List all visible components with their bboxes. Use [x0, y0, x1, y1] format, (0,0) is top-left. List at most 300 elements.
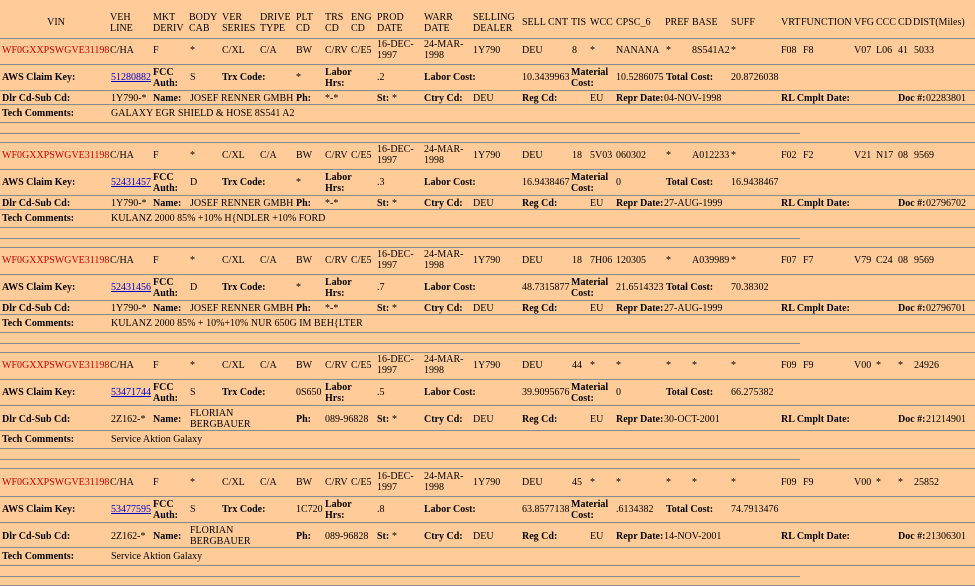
doc-number-value: 02796701	[926, 303, 966, 314]
col-header-function: FUNCTION	[801, 17, 852, 28]
base-value: A039989	[692, 255, 730, 266]
tis-value: 18	[572, 255, 582, 266]
body-cab-value: *	[190, 45, 195, 56]
labor-cost-label: Labor Cost:	[424, 177, 476, 188]
labor-hrs-value: .2	[377, 72, 385, 83]
plt-cd-value: BW	[296, 360, 313, 371]
reg-cd-label: Reg Cd:	[522, 93, 558, 104]
wcc-value: *	[590, 45, 595, 56]
mkt-deriv-value: F	[153, 45, 159, 56]
labor-cost-value: 10.3439963	[522, 72, 570, 83]
record-separator	[0, 238, 800, 239]
prod-date-value: 16-DEC-1997	[377, 144, 414, 166]
pref-value: *	[666, 360, 671, 371]
claim-key-link[interactable]: 52431457	[111, 177, 151, 188]
selling-dealer-value: 1Y790	[473, 150, 501, 161]
cpsc6-value: NANANA	[616, 45, 660, 56]
state-value: *	[392, 303, 397, 314]
row-divider	[0, 90, 975, 91]
drive-type-value: C/A	[260, 477, 277, 488]
tis-value: 44	[572, 360, 582, 371]
repr-date-label: Repr Date:	[616, 198, 664, 209]
phone-label: Ph:	[296, 414, 311, 425]
col-header-selling-dealer: SELLING DEALER	[473, 12, 515, 34]
repr-date-label: Repr Date:	[616, 531, 664, 542]
row-divider	[0, 209, 975, 210]
ccc-value: C24	[876, 255, 893, 266]
col-header-dist: DIST(Miles)	[913, 17, 965, 28]
repr-date-label: Repr Date:	[616, 303, 664, 314]
selling-dealer-value: 1Y790	[473, 255, 501, 266]
ver-series-value: C/XL	[222, 150, 245, 161]
suff-value: *	[731, 150, 736, 161]
ctry-cd-value: DEU	[473, 414, 494, 425]
row-divider	[0, 274, 975, 275]
prod-date-value: 16-DEC-1997	[377, 249, 414, 271]
col-header-trs-cd: TRS CD	[325, 12, 344, 34]
col-header-vin: VIN	[47, 17, 65, 28]
function-value: F2	[803, 150, 814, 161]
vrt-value: F02	[781, 150, 797, 161]
row-divider	[0, 169, 975, 170]
rl-cmplt-date-label: RL Cmplt Date:	[781, 531, 850, 542]
pref-value: *	[666, 255, 671, 266]
doc-number-label: Doc #:	[898, 303, 926, 314]
trs-cd-value: C/RV	[325, 477, 348, 488]
labor-hrs-label: Labor Hrs:	[325, 67, 352, 89]
cpsc6-value: *	[616, 360, 621, 371]
sell-cnt-value: DEU	[522, 477, 543, 488]
cpsc6-value: 060302	[616, 150, 646, 161]
dealer-name-value: FLORIAN BERGBAUER	[190, 525, 251, 547]
repr-date-value: 30-OCT-2001	[664, 414, 720, 425]
reg-cd-label: Reg Cd:	[522, 531, 558, 542]
warr-date-value: 24-MAR-1998	[424, 39, 464, 61]
body-cab-value: *	[190, 150, 195, 161]
dealer-name-value: JOSEF RENNER GMBH	[190, 303, 294, 314]
pref-value: *	[666, 150, 671, 161]
col-header-wcc: WCC	[590, 17, 613, 28]
state-value: *	[392, 414, 397, 425]
trx-code-value: 0S650	[296, 387, 322, 398]
tech-comments-value: KULANZ 2000 85% +10% H{NDLER +10% FORD	[111, 213, 326, 224]
eng-cd-value: C/E5	[351, 45, 372, 56]
trx-code-value: *	[296, 72, 301, 83]
drive-type-value: C/A	[260, 45, 277, 56]
veh-line-value: C/HA	[110, 360, 134, 371]
total-cost-value: 70.38302	[731, 282, 769, 293]
prod-date-value: 16-DEC-1997	[377, 39, 414, 61]
eng-cd-value: C/E5	[351, 255, 372, 266]
warr-date-value: 24-MAR-1998	[424, 471, 464, 493]
fcc-auth-value: S	[190, 387, 196, 398]
state-value: *	[392, 531, 397, 542]
col-header-mkt-deriv: MKT DERIV	[153, 12, 184, 34]
prod-date-value: 16-DEC-1997	[377, 354, 414, 376]
total-cost-label: Total Cost:	[666, 282, 714, 293]
reg-cd-label: Reg Cd:	[522, 303, 558, 314]
total-cost-value: 66.275382	[731, 387, 774, 398]
plt-cd-value: BW	[296, 255, 313, 266]
total-cost-label: Total Cost:	[666, 504, 714, 515]
ctry-cd-label: Ctry Cd:	[424, 414, 463, 425]
repr-date-value: 27-AUG-1999	[664, 303, 723, 314]
total-cost-label: Total Cost:	[666, 72, 714, 83]
tis-value: 8	[572, 45, 577, 56]
tech-comments-value: GALAXY EGR SHIELD & HOSE 8S541 A2	[111, 108, 295, 119]
ctry-cd-value: DEU	[473, 303, 494, 314]
material-cost-value: 10.5286075	[616, 72, 664, 83]
ccc-value: *	[876, 360, 881, 371]
material-cost-label: Material Cost:	[571, 277, 609, 299]
fcc-auth-label: FCC Auth:	[153, 277, 179, 299]
reg-cd-value: EU	[590, 93, 604, 104]
vrt-value: F09	[781, 477, 797, 488]
labor-cost-label: Labor Cost:	[424, 387, 476, 398]
labor-cost-label: Labor Cost:	[424, 504, 476, 515]
claim-key-link[interactable]: 51280882	[111, 72, 151, 83]
material-cost-value: 21.6514323	[616, 282, 664, 293]
aws-claim-key-label: AWS Claim Key:	[2, 504, 76, 515]
reg-cd-value: EU	[590, 531, 604, 542]
sell-cnt-value: DEU	[522, 360, 543, 371]
col-header-eng-cd: ENG CD	[351, 12, 372, 34]
col-header-tis: TIS	[571, 17, 586, 28]
ccc-value: L06	[876, 45, 893, 56]
vfg-value: V79	[854, 255, 872, 266]
dlr-cd-value: 1Y790-*	[111, 198, 147, 209]
repr-date-value: 04-NOV-1998	[664, 93, 722, 104]
state-label: St:	[377, 414, 390, 425]
function-value: F7	[803, 255, 814, 266]
body-cab-value: *	[190, 255, 195, 266]
phone-label: Ph:	[296, 198, 311, 209]
ver-series-value: C/XL	[222, 45, 245, 56]
dist-value: 24926	[914, 360, 939, 371]
reg-cd-label: Reg Cd:	[522, 198, 558, 209]
base-value: *	[692, 360, 697, 371]
wcc-value: 7H06	[590, 255, 613, 266]
base-value: A012233	[692, 150, 730, 161]
phone-value: *-*	[325, 93, 339, 104]
dlr-cd-label: Dlr Cd-Sub Cd:	[2, 198, 71, 209]
state-value: *	[392, 93, 397, 104]
ctry-cd-value: DEU	[473, 93, 494, 104]
dealer-name-label: Name:	[153, 93, 182, 104]
rl-cmplt-date-label: RL Cmplt Date:	[781, 93, 850, 104]
col-header-ccc: CCC	[876, 17, 897, 28]
vin-value: WF0GXXPSWGVE31198	[2, 150, 110, 161]
material-cost-label: Material Cost:	[571, 67, 609, 89]
suff-value: *	[731, 45, 736, 56]
trx-code-label: Trx Code:	[222, 387, 266, 398]
phone-value: *-*	[325, 303, 339, 314]
row-divider	[0, 104, 975, 105]
record-separator	[0, 468, 975, 469]
labor-hrs-label: Labor Hrs:	[325, 499, 352, 521]
body-cab-value: *	[190, 360, 195, 371]
repr-date-value: 27-AUG-1999	[664, 198, 723, 209]
total-cost-label: Total Cost:	[666, 387, 714, 398]
rl-cmplt-date-label: RL Cmplt Date:	[781, 198, 850, 209]
aws-claim-key-label: AWS Claim Key:	[2, 387, 76, 398]
record-separator	[0, 142, 975, 143]
col-header-vrt: VRT	[781, 17, 801, 28]
total-cost-value: 74.7913476	[731, 504, 779, 515]
wcc-value: 5V03	[590, 150, 613, 161]
labor-cost-label: Labor Cost:	[424, 282, 476, 293]
fcc-auth-label: FCC Auth:	[153, 499, 179, 521]
material-cost-label: Material Cost:	[571, 382, 609, 404]
cpsc6-value: *	[616, 477, 621, 488]
doc-number-label: Doc #:	[898, 414, 926, 425]
doc-number-value: 21306301	[926, 531, 966, 542]
suff-value: *	[731, 360, 736, 371]
function-value: F9	[803, 360, 814, 371]
pref-value: *	[666, 477, 671, 488]
row-divider	[0, 430, 975, 431]
total-cost-label: Total Cost:	[666, 177, 714, 188]
cd-value: *	[898, 360, 903, 371]
drive-type-value: C/A	[260, 255, 277, 266]
phone-value: 089-96828	[325, 414, 369, 425]
dealer-name-label: Name:	[153, 531, 182, 542]
rl-cmplt-date-label: RL Cmplt Date:	[781, 303, 850, 314]
col-header-pref: PREF	[665, 17, 689, 28]
mkt-deriv-value: F	[153, 477, 159, 488]
row-divider	[0, 547, 975, 548]
record-separator	[0, 343, 800, 344]
trs-cd-value: C/RV	[325, 45, 348, 56]
doc-number-value: 02283801	[926, 93, 966, 104]
aws-claim-key-label: AWS Claim Key:	[2, 72, 76, 83]
cd-value: 08	[898, 150, 908, 161]
tech-comments-value: Service Aktion Galaxy	[111, 551, 203, 562]
col-header-body-cab: BODY CAB	[189, 12, 217, 34]
cpsc6-value: 120305	[616, 255, 646, 266]
reg-cd-value: EU	[590, 303, 604, 314]
tech-comments-label: Tech Comments:	[2, 213, 75, 224]
labor-hrs-label: Labor Hrs:	[325, 172, 352, 194]
tech-comments-label: Tech Comments:	[2, 434, 75, 445]
repr-date-label: Repr Date:	[616, 414, 664, 425]
tech-comments-value: KULANZ 2000 85% + 10%+10% NUR 650G IM BEH{LTER	[111, 318, 363, 329]
labor-cost-label: Labor Cost:	[424, 72, 476, 83]
tech-comments-label: Tech Comments:	[2, 551, 75, 562]
base-value: *	[692, 477, 697, 488]
dlr-cd-label: Dlr Cd-Sub Cd:	[2, 531, 71, 542]
ctry-cd-label: Ctry Cd:	[424, 531, 463, 542]
dealer-name-label: Name:	[153, 198, 182, 209]
record-separator	[0, 247, 975, 248]
row-divider	[0, 332, 975, 333]
sell-cnt-value: DEU	[522, 150, 543, 161]
sell-cnt-value: DEU	[522, 255, 543, 266]
pref-value: *	[666, 45, 671, 56]
dist-value: 25852	[914, 477, 939, 488]
vrt-value: F07	[781, 255, 797, 266]
wcc-value: *	[590, 477, 595, 488]
aws-claim-key-label: AWS Claim Key:	[2, 282, 76, 293]
phone-value: *-*	[325, 198, 339, 209]
function-value: F8	[803, 45, 814, 56]
trx-code-label: Trx Code:	[222, 282, 266, 293]
claim-key-link[interactable]: 52431456	[111, 282, 151, 293]
col-header-ver-series: VER SERIES	[222, 12, 256, 34]
ver-series-value: C/XL	[222, 360, 245, 371]
cd-value: *	[898, 477, 903, 488]
prod-date-value: 16-DEC-1997	[377, 471, 414, 493]
col-header-cd: CD	[898, 17, 912, 28]
phone-label: Ph:	[296, 303, 311, 314]
fcc-auth-value: D	[190, 282, 198, 293]
function-value: F9	[803, 477, 814, 488]
mkt-deriv-value: F	[153, 150, 159, 161]
state-value: *	[392, 198, 397, 209]
dealer-name-label: Name:	[153, 414, 182, 425]
mkt-deriv-value: F	[153, 255, 159, 266]
doc-number-value: 21214901	[926, 414, 966, 425]
selling-dealer-value: 1Y790	[473, 477, 501, 488]
dealer-name-label: Name:	[153, 303, 182, 314]
col-header-base: BASE	[692, 17, 718, 28]
aws-claim-key-label: AWS Claim Key:	[2, 177, 76, 188]
suff-value: *	[731, 477, 736, 488]
doc-number-label: Doc #:	[898, 198, 926, 209]
header-divider	[0, 38, 975, 39]
row-divider	[0, 300, 975, 301]
mkt-deriv-value: F	[153, 360, 159, 371]
fcc-auth-value: S	[190, 72, 196, 83]
vin-value: WF0GXXPSWGVE31198	[2, 477, 110, 488]
ctry-cd-label: Ctry Cd:	[424, 303, 463, 314]
eng-cd-value: C/E5	[351, 360, 372, 371]
state-label: St:	[377, 531, 390, 542]
eng-cd-value: C/E5	[351, 150, 372, 161]
col-header-vfg: VFG	[854, 17, 875, 28]
material-cost-label: Material Cost:	[571, 172, 609, 194]
reg-cd-value: EU	[590, 198, 604, 209]
total-cost-value: 16.9438467	[731, 177, 779, 188]
dlr-cd-label: Dlr Cd-Sub Cd:	[2, 414, 71, 425]
row-divider	[0, 496, 975, 497]
veh-line-value: C/HA	[110, 45, 134, 56]
tech-comments-value: Service Aktion Galaxy	[111, 434, 203, 445]
ccc-value: N17	[876, 150, 894, 161]
record-separator	[0, 459, 800, 460]
vfg-value: V00	[854, 360, 872, 371]
dist-value: 5033	[914, 45, 934, 56]
fcc-auth-label: FCC Auth:	[153, 67, 179, 89]
selling-dealer-value: 1Y790	[473, 45, 501, 56]
vin-value: WF0GXXPSWGVE31198	[2, 360, 110, 371]
trx-code-label: Trx Code:	[222, 504, 266, 515]
drive-type-value: C/A	[260, 150, 277, 161]
claim-key-link[interactable]: 53477595	[111, 504, 151, 515]
veh-line-value: C/HA	[110, 150, 134, 161]
reg-cd-value: EU	[590, 414, 604, 425]
ctry-cd-value: DEU	[473, 531, 494, 542]
ctry-cd-value: DEU	[473, 198, 494, 209]
total-cost-value: 20.8726038	[731, 72, 779, 83]
fcc-auth-label: FCC Auth:	[153, 172, 179, 194]
dlr-cd-value: 2Z162-*	[111, 531, 146, 542]
drive-type-value: C/A	[260, 360, 277, 371]
dealer-name-value: JOSEF RENNER GMBH	[190, 93, 294, 104]
dlr-cd-label: Dlr Cd-Sub Cd:	[2, 93, 71, 104]
col-header-veh-line: VEH LINE	[110, 12, 133, 34]
row-divider	[0, 64, 975, 65]
vfg-value: V21	[854, 150, 872, 161]
rl-cmplt-date-label: RL Cmplt Date:	[781, 414, 850, 425]
trs-cd-value: C/RV	[325, 150, 348, 161]
body-cab-value: *	[190, 477, 195, 488]
labor-cost-value: 63.8577138	[522, 504, 570, 515]
col-header-cpsc6: CPSC_6	[616, 17, 651, 28]
material-cost-value: .6134382	[616, 504, 654, 515]
fcc-auth-label: FCC Auth:	[153, 382, 179, 404]
doc-number-label: Doc #:	[898, 93, 926, 104]
sell-cnt-value: DEU	[522, 45, 543, 56]
phone-value: 089-96828	[325, 531, 369, 542]
labor-hrs-value: .7	[377, 282, 385, 293]
row-divider	[0, 227, 975, 228]
dlr-cd-value: 1Y790-*	[111, 93, 147, 104]
record-separator	[0, 352, 975, 353]
trx-code-value: 1C720	[296, 504, 323, 515]
repr-date-label: Repr Date:	[616, 93, 664, 104]
dlr-cd-value: 1Y790-*	[111, 303, 147, 314]
row-divider	[0, 379, 975, 380]
doc-number-label: Doc #:	[898, 531, 926, 542]
ccc-value: *	[876, 477, 881, 488]
dist-value: 9569	[914, 150, 934, 161]
vfg-value: V07	[854, 45, 872, 56]
ctry-cd-label: Ctry Cd:	[424, 93, 463, 104]
vin-value: WF0GXXPSWGVE31198	[2, 45, 110, 56]
veh-line-value: C/HA	[110, 255, 134, 266]
warr-date-value: 24-MAR-1998	[424, 249, 464, 271]
row-divider	[0, 448, 975, 449]
labor-cost-value: 39.9095676	[522, 387, 570, 398]
claim-key-link[interactable]: 53471744	[111, 387, 151, 398]
plt-cd-value: BW	[296, 45, 313, 56]
row-divider	[0, 565, 975, 566]
material-cost-value: 0	[616, 177, 621, 188]
wcc-value: *	[590, 360, 595, 371]
labor-cost-value: 16.9438467	[522, 177, 570, 188]
phone-label: Ph:	[296, 531, 311, 542]
trx-code-label: Trx Code:	[222, 177, 266, 188]
dist-value: 9569	[914, 255, 934, 266]
tis-value: 18	[572, 150, 582, 161]
eng-cd-value: C/E5	[351, 477, 372, 488]
dealer-name-value: FLORIAN BERGBAUER	[190, 408, 251, 430]
reg-cd-label: Reg Cd:	[522, 414, 558, 425]
ctry-cd-label: Ctry Cd:	[424, 198, 463, 209]
row-divider	[0, 195, 975, 196]
material-cost-value: 0	[616, 387, 621, 398]
doc-number-value: 02796702	[926, 198, 966, 209]
row-divider	[0, 405, 975, 406]
repr-date-value: 14-NOV-2001	[664, 531, 722, 542]
labor-hrs-value: .5	[377, 387, 385, 398]
phone-label: Ph:	[296, 93, 311, 104]
row-divider	[0, 122, 975, 123]
dlr-cd-value: 2Z162-*	[111, 414, 146, 425]
material-cost-label: Material Cost:	[571, 499, 609, 521]
plt-cd-value: BW	[296, 150, 313, 161]
